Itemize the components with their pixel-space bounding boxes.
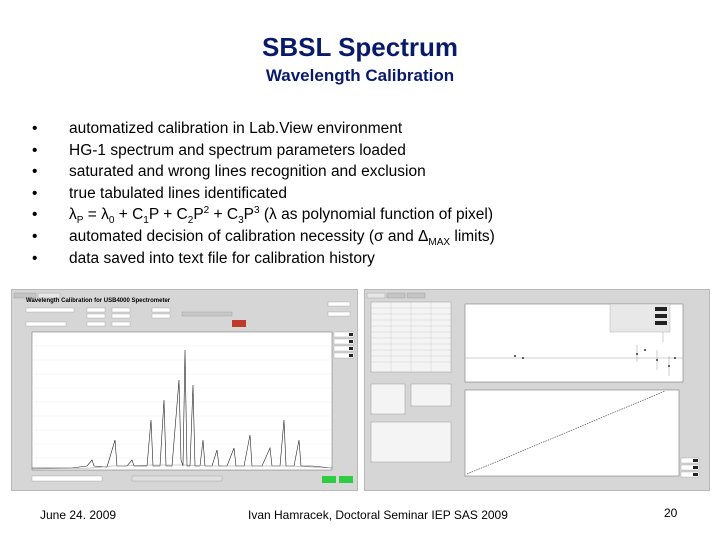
bullet-item-formula: • $\lambda_P = \lambda_0 + C_1P + C_2P^2 + C_3P^3$ (λ as polynomial function of pixel) — [32, 205, 494, 227]
bullet-item: • data saved into text file for calibration history — [32, 248, 495, 270]
bullet-item: • automatized calibration in Lab.View environment — [32, 118, 495, 140]
calibration-results-image — [365, 290, 709, 490]
bullet-marker: • — [32, 249, 38, 267]
calibration-panel-screenshot — [11, 289, 358, 491]
panel-title: Wavelength Calibration for USB4000 Spectrometer — [26, 298, 171, 304]
calibration-panel-image — [12, 290, 357, 490]
bullet-marker: • — [32, 163, 38, 181]
footer-author: Ivan Hamracek, Doctoral Seminar IEP SAS 2009 — [248, 508, 508, 522]
bullet-marker: • — [32, 206, 38, 224]
slide-title: SBSL Spectrum — [261, 32, 458, 62]
bullet-marker: • — [32, 120, 38, 137]
bullet-marker: • — [32, 141, 38, 159]
slide-subtitle: Wavelength Calibration — [265, 66, 455, 85]
bullet-item: • automated decision of calibration necessity (σ and $\Delta_{MAX}$ limits) — [32, 227, 495, 249]
bullet-marker: • — [32, 184, 38, 202]
calibration-results-screenshot — [364, 289, 710, 491]
footer-date: June 24. 2009 — [40, 508, 117, 522]
page-number: 20 — [664, 506, 678, 520]
bullet-item: • saturated and wrong lines recognition and exclusion — [32, 161, 495, 183]
bullet-item: • true tabulated lines identificated — [32, 183, 495, 205]
bullet-list — [32, 118, 495, 269]
bullet-item: • HG-1 spectrum and spectrum parameters loaded — [32, 140, 495, 162]
bullet-marker: • — [32, 227, 38, 245]
